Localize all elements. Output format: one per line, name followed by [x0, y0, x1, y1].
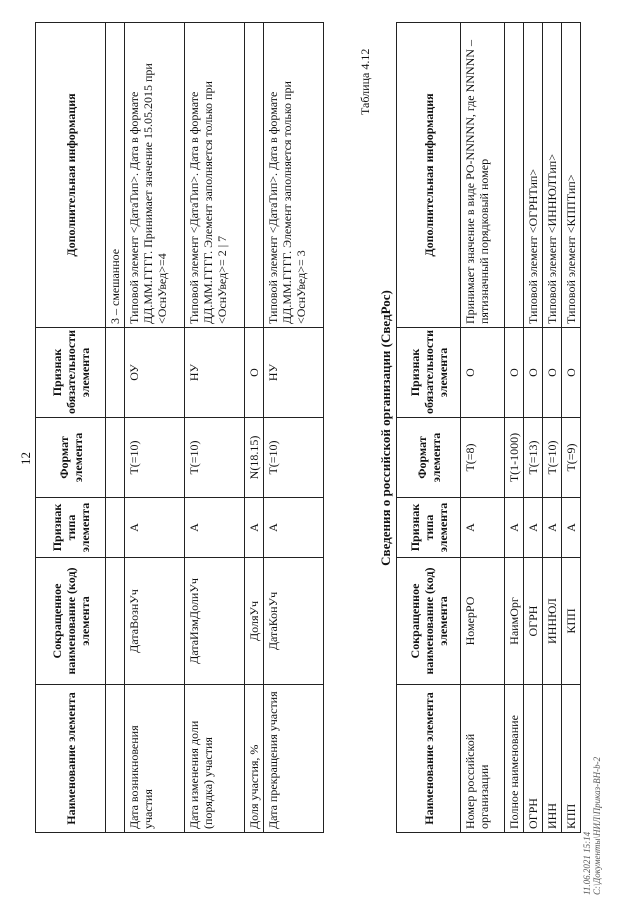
table-cell: О: [245, 328, 264, 418]
table-cell: ОГРН: [524, 685, 543, 833]
col-header-required: Признак обязательности элемента: [397, 328, 461, 418]
table-cell: [505, 23, 524, 328]
table-cell: Типовой элемент <ИННЮЛТип>: [543, 23, 562, 328]
table-cell: НомерРО: [461, 558, 505, 685]
table-row: [524, 23, 543, 833]
col-header-type: Признак типа элемента: [36, 498, 106, 558]
table-cell: [106, 685, 125, 833]
table-cell: НУ: [185, 328, 245, 418]
table-cell: О: [505, 328, 524, 418]
table-cell: О: [461, 328, 505, 418]
footer-note: [582, 695, 602, 895]
footer-line: 11.06.2021 15:14: [582, 831, 592, 895]
col-header-info: Дополнительная информация: [36, 23, 106, 328]
table-cell: T(1-1000): [505, 418, 524, 498]
table-cell: О: [524, 328, 543, 418]
table-row: [562, 23, 581, 833]
table-cell: Дата изменения доли (порядка) участия: [185, 685, 245, 833]
table-cell: Принимает значение в виде РО-NNNNN, где NNNNN – пятизначный порядковый номер: [461, 23, 505, 328]
table-cell: Полное наименование: [505, 685, 524, 833]
table-cell: Типовой элемент <ДатаТип>. Дата в формате ДД.ММ.ГГГГ. Элемент заполняется только при <ОснУвед>= 3: [264, 23, 324, 328]
table-cell: А: [125, 498, 185, 558]
table-cell: А: [543, 498, 562, 558]
table-cell: [106, 498, 125, 558]
table-cell: Типовой элемент <КППТип>: [562, 23, 581, 328]
table-cell: А: [245, 498, 264, 558]
table-cell: А: [505, 498, 524, 558]
table-cell: N(18.15): [245, 418, 264, 498]
table-cell: А: [562, 498, 581, 558]
col-header-required: Признак обязательности элемента: [36, 328, 106, 418]
table-cell: T(=13): [524, 418, 543, 498]
table-cell: [106, 558, 125, 685]
bottom-table: [396, 22, 581, 833]
table-cell: А: [185, 498, 245, 558]
table-cell: Дата возникновения участия: [125, 685, 185, 833]
table-cell: T(=8): [461, 418, 505, 498]
table-cell: [106, 328, 125, 418]
page-number: 12: [18, 452, 33, 465]
col-header-info: Дополнительная информация: [397, 23, 461, 328]
table-cell: T(=10): [125, 418, 185, 498]
table-cell: ОУ: [125, 328, 185, 418]
col-header-format: Формат элемента: [36, 418, 106, 498]
col-header-name: Наименование элемента: [397, 685, 461, 833]
table-cell: T(=10): [543, 418, 562, 498]
section-title: Сведения о российской организации (СведРос): [378, 290, 393, 566]
top-table: [35, 22, 324, 833]
table-cell: А: [524, 498, 543, 558]
table-row: [543, 23, 562, 833]
table-row: [106, 23, 125, 833]
table-cell: КПП: [562, 558, 581, 685]
table-row: [461, 23, 505, 833]
table-cell: ОГРН: [524, 558, 543, 685]
col-header-code: Сокращенное наименование (код) элемента: [397, 558, 461, 685]
table-row: [185, 23, 245, 833]
col-header-type: Признак типа элемента: [397, 498, 461, 558]
table-cell: О: [543, 328, 562, 418]
table-row: [505, 23, 524, 833]
table-cell: Типовой элемент <ДатаТип>. Дата в формате ДД.ММ.ГГГГ. Принимает значение 15.05.2015 при <ОснУвед>=4: [125, 23, 185, 328]
col-header-format: Формат элемента: [397, 418, 461, 498]
table-cell: Номер российской организации: [461, 685, 505, 833]
table-cell: А: [461, 498, 505, 558]
table-cell: ДатаВознУч: [125, 558, 185, 685]
table-row: [245, 23, 264, 833]
table-cell: ДоляУч: [245, 558, 264, 685]
col-header-code: Сокращенное наименование (код) элемента: [36, 558, 106, 685]
table-cell: ДатаКонУч: [264, 558, 324, 685]
table-cell: Типовой элемент <ОГРНТип>: [524, 23, 543, 328]
table-cell: [245, 23, 264, 328]
table-cell: Дата прекращения участия: [264, 685, 324, 833]
table-cell: НаимОрг: [505, 558, 524, 685]
table-cell: 3 – смешанное: [106, 23, 125, 328]
table-cell: T(=9): [562, 418, 581, 498]
table-row: [125, 23, 185, 833]
footer-line: С:\Документы\НИЛ\Приказ-BH-b-2: [592, 756, 602, 895]
table-cell: НУ: [264, 328, 324, 418]
table-cell: ИННЮЛ: [543, 558, 562, 685]
table-cell: T(=10): [185, 418, 245, 498]
table-cell: КПП: [562, 685, 581, 833]
table-cell: Доля участия, %: [245, 685, 264, 833]
table-row: [264, 23, 324, 833]
table-cell: T(=10): [264, 418, 324, 498]
table-cell: ИНН: [543, 685, 562, 833]
table-cell: О: [562, 328, 581, 418]
col-header-name: Наименование элемента: [36, 685, 106, 833]
table-cell: Типовой элемент <ДатаТип>. Дата в формате ДД.ММ.ГГГГ. Элемент заполняется только при <ОснУвед>= 2 | 7: [185, 23, 245, 328]
table-cell: А: [264, 498, 324, 558]
table-cell: [106, 418, 125, 498]
table-caption: Таблица 4.12: [358, 48, 372, 115]
table-cell: ДатаИзмДолиУч: [185, 558, 245, 685]
